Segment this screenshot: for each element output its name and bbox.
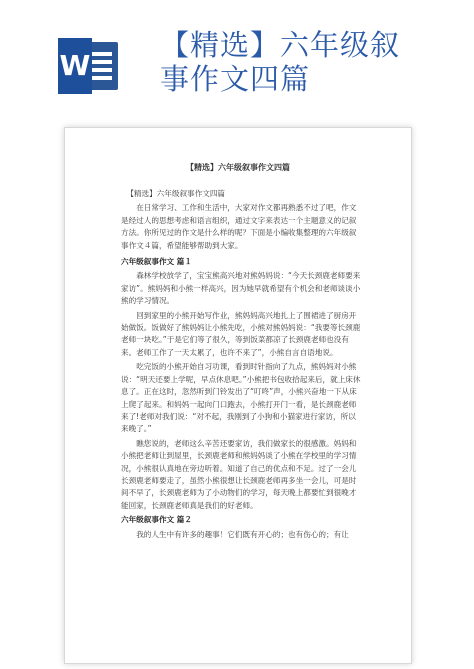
document-page-preview xyxy=(64,127,412,664)
paragraph: 我的人生中有许多的趣事！它们既有开心的；也有伤心的；有让 xyxy=(136,529,349,539)
section-heading-2: 六年级叙事作文 篇２ xyxy=(121,515,192,525)
banner-title-line-1: 【精选】六年级叙 xyxy=(160,28,401,62)
paragraph: 吃完饭的小熊开始自习功课，看到时针指向了九点，熊妈妈对小熊说：“明天还要上学呢，早点休息吧。”小熊把书包收拾起来后，就上床休息了。正在这时，忽然听到门铃发出了“叮咚”声，小熊兴奋地一下从床上爬了起来。和妈妈一起向门口跑去，小熊打开门一看，是长颈鹿老师来了!老师对我们说：“对不起，我刚到了小狗和小猫家进行家访，所以来晚了。” xyxy=(121,362,361,434)
paragraph: 森林学校放学了，宝宝熊高兴地对熊妈妈说：“今天长颈鹿老师要来家访”。熊妈妈和小熊一样高兴，因为她早就希望有个机会和老师谈谈小熊的学习情况。 xyxy=(121,271,361,306)
word-icon xyxy=(58,38,120,94)
document-subtitle: 【精选】六年级叙事作文四篇 xyxy=(126,189,226,198)
banner-title-line-2: 事作文四篇 xyxy=(160,62,311,96)
header-banner xyxy=(0,0,474,120)
document-body xyxy=(121,188,363,543)
paragraph: 回到家里的小熊开始写作业，熊妈妈高兴地扎上了围裙进了厨房开始做饭。饭做好了熊妈妈让小熊先吃，小熊对熊妈妈说：“我要等长颈鹿老师一块吃。”于是它们等了很久，等到饭菜都凉了长颈鹿老师也没有来。老师工作了一天太累了，也许不来了”，小熊自言自语地说。 xyxy=(121,310,361,357)
paragraph: 瞧您说的，老师这么辛苦还要家访，我们做家长的很感激。妈妈和小熊把老师让到屋里，长颈鹿老师和熊妈妈谈了小熊在学校里的学习情况，小熊很认真地在旁边听着。知道了自己的优点和不足。过了一会儿长颈鹿老师要走了，虽然小熊很想让长颈鹿老师再多坐一会儿，可是时间不早了，长颈鹿老师为了小动物们的学习，每天晚上都要忙到很晚才能回家，长颈鹿老师真是我们的好老师。 xyxy=(121,438,357,510)
word-logo-letter: W xyxy=(58,38,92,94)
intro-paragraph: 在日常学习、工作和生活中，大家对作文都再熟悉不过了吧，作文是经过人的思想考虑和语言组织，通过文字来表达一个主题意义的记叙方法。你所见过的作文是什么样的呢？下面是小编收集整理的六年级叙事作文４篇，希望能够帮助到大家。 xyxy=(121,203,357,250)
section-heading-1: 六年级叙事作文 篇１ xyxy=(121,257,192,267)
page-title: 【精选】六年级叙事作文四篇 xyxy=(186,163,290,172)
